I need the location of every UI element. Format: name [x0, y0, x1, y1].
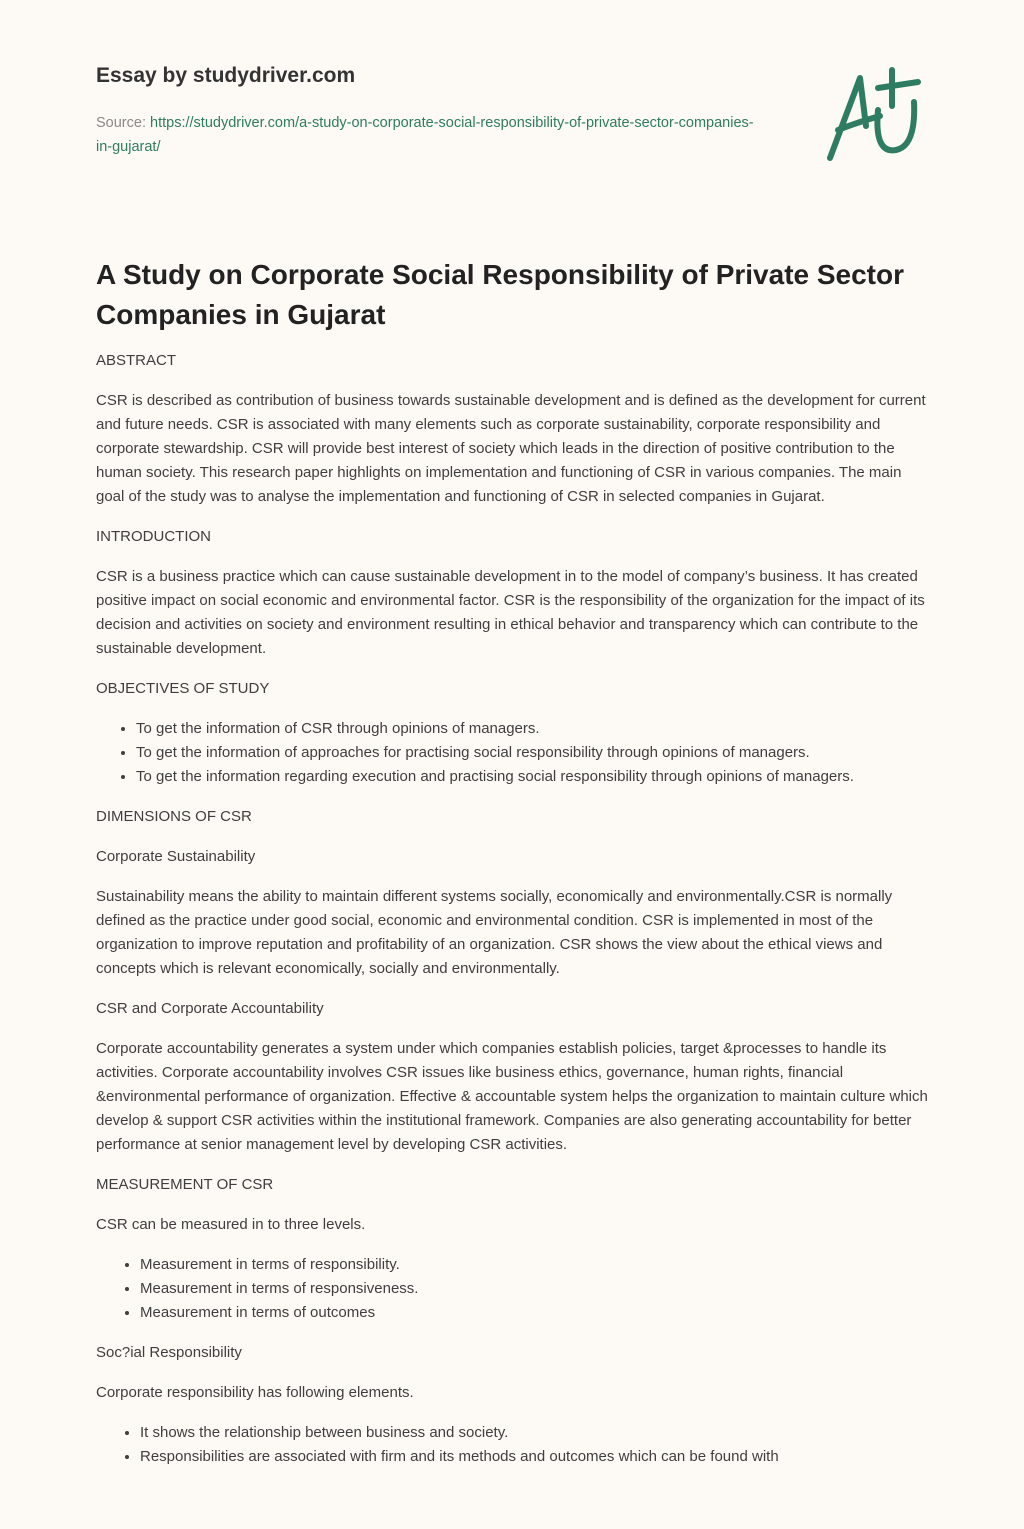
list-item: • Measurement in terms of responsiveness.	[140, 1277, 932, 1301]
list-item: • To get the information of CSR through opinions of managers.	[136, 717, 932, 741]
site-title: Essay by studydriver.com	[96, 64, 356, 87]
section-heading: DIMENSIONS OF CSR	[96, 808, 252, 825]
list-item: • To get the information regarding execution and practising social responsibility through opinions of managers.	[136, 765, 932, 789]
subheading: CSR and Corporate Accountability	[96, 1000, 324, 1017]
source-label: Source:	[96, 115, 146, 131]
paragraph: Corporate accountability generates a system under which companies establish policies, target &processes to handle its activities. Corporate accountability involves CSR issues like business ethics, governance, human rights, financial &environmental performance of organization. Effective & accountable system helps the organization to maintain culture which develop & support CSR activities within the institutional framework. Companies are also generating accountability for better performance at senior management level by developing CSR activities.	[96, 1040, 928, 1153]
objectives-list	[96, 717, 932, 789]
paragraph: Corporate responsibility has following elements.	[96, 1384, 414, 1401]
source-link[interactable]: https://studydriver.com/a-study-on-corporate-social-responsibility-of-private-sector-companies-in-gujarat/	[96, 115, 754, 155]
subheading: Corporate Sustainability	[96, 848, 256, 865]
list-item: • To get the information of approaches for practising social responsibility through opinions of managers.	[136, 741, 932, 765]
list-item: • Responsibilities are associated with firm and its methods and outcomes which can be found with	[140, 1445, 932, 1469]
paragraph: CSR can be measured in to three levels.	[96, 1216, 366, 1233]
list-item: • Measurement in terms of outcomes	[140, 1301, 932, 1325]
section-heading: OBJECTIVES OF STUDY	[96, 680, 270, 697]
a-plus-logo-icon	[818, 66, 928, 166]
article	[96, 255, 932, 1485]
section-heading: ABSTRACT	[96, 352, 177, 369]
paragraph: CSR is described as contribution of business towards sustainable development and is defined as the development for current and future needs. CSR is associated with many elements such as corporate sustainability, corporate responsibility and corporate stewardship. CSR will provide best interest of society which leads in the direction of positive contribution to the human society. This research paper highlights on implementation and functioning of CSR in various companies. The main goal of the study was to analyse the implementation and functioning of CSR in selected companies in Gujarat.	[96, 392, 926, 505]
measurement-list	[96, 1253, 932, 1325]
list-item: • Measurement in terms of responsibility.	[140, 1253, 932, 1277]
article-title: A Study on Corporate Social Responsibility of Private Sector Companies in Gujarat	[96, 259, 905, 330]
section-heading: INTRODUCTION	[96, 528, 211, 545]
paragraph: CSR is a business practice which can cause sustainable development in to the model of company’s business. It has created positive impact on social economic and environmental factor. CSR is the responsibility of the organization for the impact of its decision and activities on society and environment resulting in ethical behavior and transparency which can contribute to the sustainable development.	[96, 568, 925, 657]
list-item: • It shows the relationship between business and society.	[140, 1421, 932, 1445]
source-line	[96, 111, 756, 159]
paragraph: Sustainability means the ability to maintain different systems socially, economically and environmentally.CSR is normally defined as the practice under good social, economic and environmental condition. CSR is implemented in most of the organization to improve reputation and profitability of an organization. CSR shows the view about the ethical views and concepts which is relevant economically, socially and environmentally.	[96, 888, 893, 977]
social-list	[96, 1421, 932, 1469]
section-heading: MEASUREMENT OF CSR	[96, 1176, 274, 1193]
subheading: Soc?ial Responsibility	[96, 1344, 242, 1361]
